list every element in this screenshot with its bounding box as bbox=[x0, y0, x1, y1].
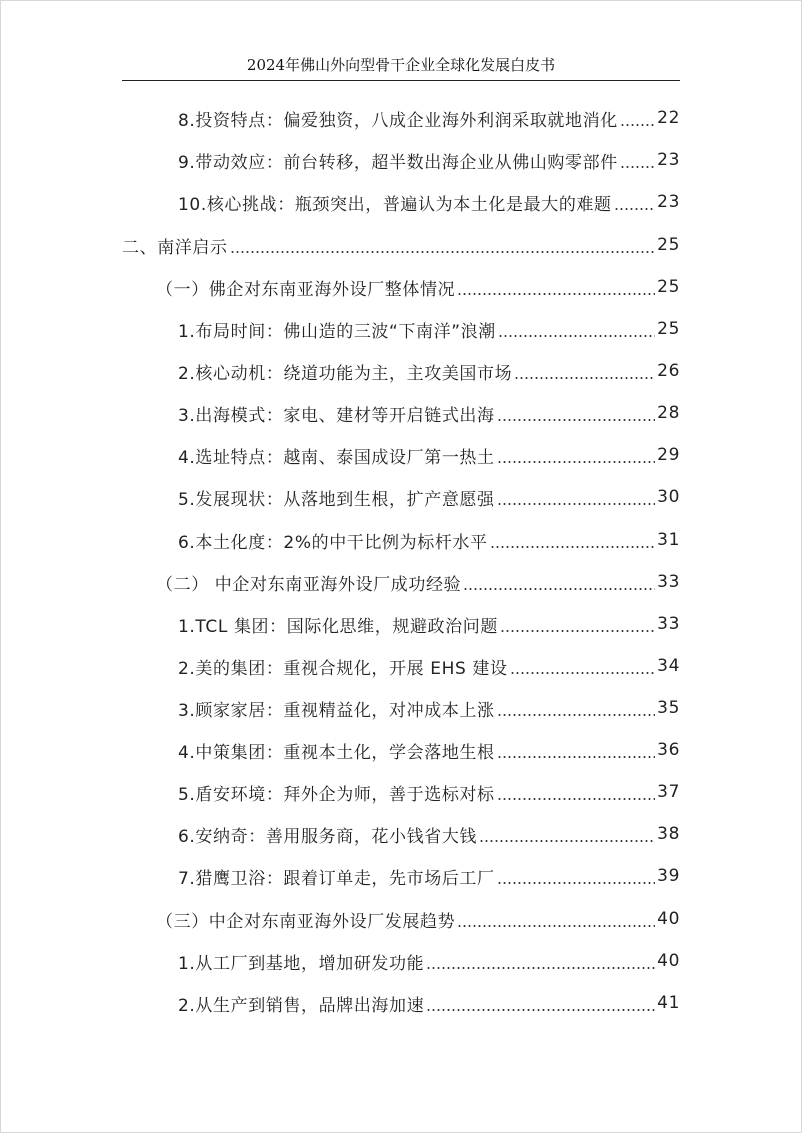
toc-entry[interactable] bbox=[0, 96, 680, 140]
toc-page-number: 33 bbox=[657, 572, 680, 592]
toc-dot-leader bbox=[230, 251, 656, 253]
toc-page-number: 33 bbox=[657, 614, 680, 634]
toc-page-number: 41 bbox=[657, 993, 680, 1013]
toc-entry-title: 4.中策集团：重视本土化，学会落地生根 bbox=[178, 742, 495, 763]
toc-page-number: 29 bbox=[657, 445, 680, 465]
toc-dot-leader bbox=[497, 461, 656, 463]
header-rule bbox=[122, 80, 680, 81]
toc-dot-leader bbox=[497, 503, 656, 505]
toc-dot-leader bbox=[457, 293, 655, 295]
toc-dot-leader bbox=[426, 1009, 655, 1011]
toc-dot-leader bbox=[479, 840, 655, 842]
toc-page-number: 23 bbox=[657, 192, 680, 212]
toc-dot-leader bbox=[497, 798, 656, 800]
toc-entry-title: 二、南洋启示 bbox=[122, 237, 228, 258]
toc-page-number: 40 bbox=[657, 951, 680, 971]
toc-dot-leader bbox=[490, 546, 656, 548]
toc-entry-section[interactable] bbox=[0, 560, 680, 604]
toc-page-number: 25 bbox=[657, 235, 680, 255]
toc-page-number: 38 bbox=[657, 824, 680, 844]
toc-entry-section[interactable] bbox=[0, 265, 680, 309]
toc-entry[interactable] bbox=[0, 939, 680, 983]
toc-entry-title: 1.布局时间：佛山造的三波“下南洋”浪潮 bbox=[178, 321, 496, 342]
toc-entry-title: 2.美的集团：重视合规化，开展 EHS 建设 bbox=[178, 658, 508, 679]
toc-entry-title: 5.发展现状：从落地到生根，扩产意愿强 bbox=[178, 489, 495, 510]
toc-dot-leader bbox=[614, 208, 656, 210]
toc-entry-section[interactable] bbox=[0, 897, 680, 941]
toc-page-number: 26 bbox=[657, 361, 680, 381]
toc-page-number: 36 bbox=[657, 740, 680, 760]
toc-entry-title: （二） 中企对东南亚海外设厂成功经验 bbox=[156, 574, 462, 595]
toc-dot-leader bbox=[463, 588, 655, 590]
toc-entry-title: 6.安纳奇：善用服务商，花小钱省大钱 bbox=[178, 826, 478, 847]
toc-page-number: 25 bbox=[657, 319, 680, 339]
toc-entry[interactable] bbox=[0, 433, 680, 477]
toc-entry-title: 8.投资特点：偏爱独资，八成企业海外利润采取就地消化 bbox=[178, 110, 618, 131]
toc-entry-title: 6.本土化度：2%的中干比例为标杆水平 bbox=[178, 532, 488, 553]
toc-page-number: 37 bbox=[657, 782, 680, 802]
toc-page-number: 30 bbox=[657, 487, 680, 507]
toc-entry-title: （一）佛企对东南亚海外设厂整体情况 bbox=[156, 279, 456, 300]
toc-entry[interactable] bbox=[0, 981, 680, 1025]
toc-dot-leader bbox=[497, 419, 656, 421]
toc-dot-leader bbox=[497, 882, 656, 884]
toc-page-number: 39 bbox=[657, 866, 680, 886]
toc-entry-title: 2.核心动机：绕道功能为主，主攻美国市场 bbox=[178, 363, 513, 384]
toc-entry[interactable] bbox=[0, 475, 680, 519]
toc-entry[interactable] bbox=[0, 180, 680, 224]
toc-entry-title: （三）中企对东南亚海外设厂发展趋势 bbox=[156, 911, 456, 932]
toc-entry[interactable] bbox=[0, 686, 680, 730]
toc-entry[interactable] bbox=[0, 138, 680, 182]
toc-dot-leader bbox=[497, 714, 656, 716]
toc-entry-title: 4.选址特点：越南、泰国成设厂第一热土 bbox=[178, 447, 495, 468]
toc-entry[interactable] bbox=[0, 349, 680, 393]
toc-entry-title: 7.猎鹰卫浴：跟着订单走，先市场后工厂 bbox=[178, 868, 495, 889]
running-header: 2024年佛山外向型骨干企业全球化发展白皮书 bbox=[246, 56, 556, 74]
toc-entry-title: 1.TCL 集团：国际化思维，规避政治问题 bbox=[178, 616, 498, 637]
toc-dot-leader bbox=[498, 335, 655, 337]
toc-entry-title: 5.盾安环境：拜外企为师，善于选标对标 bbox=[178, 784, 495, 805]
toc-dot-leader bbox=[510, 672, 656, 674]
toc-entry-title: 10.核心挑战：瓶颈突出，普遍认为本土化是最大的难题 bbox=[178, 194, 612, 215]
toc-entry[interactable] bbox=[0, 391, 680, 435]
toc-page-number: 34 bbox=[657, 656, 680, 676]
toc-dot-leader bbox=[426, 967, 655, 969]
toc-page-number: 23 bbox=[657, 150, 680, 170]
toc-dot-leader bbox=[497, 756, 656, 758]
toc-entry-title: 1.从工厂到基地，增加研发功能 bbox=[178, 953, 425, 974]
toc-dot-leader bbox=[500, 630, 655, 632]
toc-entry[interactable] bbox=[0, 854, 680, 898]
toc-entry-chapter[interactable] bbox=[0, 223, 680, 267]
toc-page-number: 28 bbox=[657, 403, 680, 423]
toc-entry[interactable] bbox=[0, 812, 680, 856]
toc-page-number: 35 bbox=[657, 698, 680, 718]
toc-page-number: 40 bbox=[657, 909, 680, 929]
toc-entry-title: 2.从生产到销售，品牌出海加速 bbox=[178, 995, 425, 1016]
toc-dot-leader bbox=[620, 166, 655, 168]
toc-entry[interactable] bbox=[0, 602, 680, 646]
toc-dot-leader bbox=[457, 925, 655, 927]
toc-page-number: 25 bbox=[657, 277, 680, 297]
toc-entry-title: 9.带动效应：前台转移，超半数出海企业从佛山购零部件 bbox=[178, 152, 618, 173]
toc-dot-leader bbox=[514, 377, 655, 379]
toc-entry[interactable] bbox=[0, 307, 680, 351]
toc-entry-title: 3.出海模式：家电、建材等开启链式出海 bbox=[178, 405, 495, 426]
toc-entry[interactable] bbox=[0, 644, 680, 688]
toc-page-number: 31 bbox=[657, 530, 680, 550]
toc-entry[interactable] bbox=[0, 728, 680, 772]
toc-page-number: 22 bbox=[657, 108, 680, 128]
toc-entry-title: 3.顾家家居：重视精益化，对冲成本上涨 bbox=[178, 700, 495, 721]
toc-entry[interactable] bbox=[0, 770, 680, 814]
toc-entry[interactable] bbox=[0, 518, 680, 562]
toc-dot-leader bbox=[620, 124, 655, 126]
